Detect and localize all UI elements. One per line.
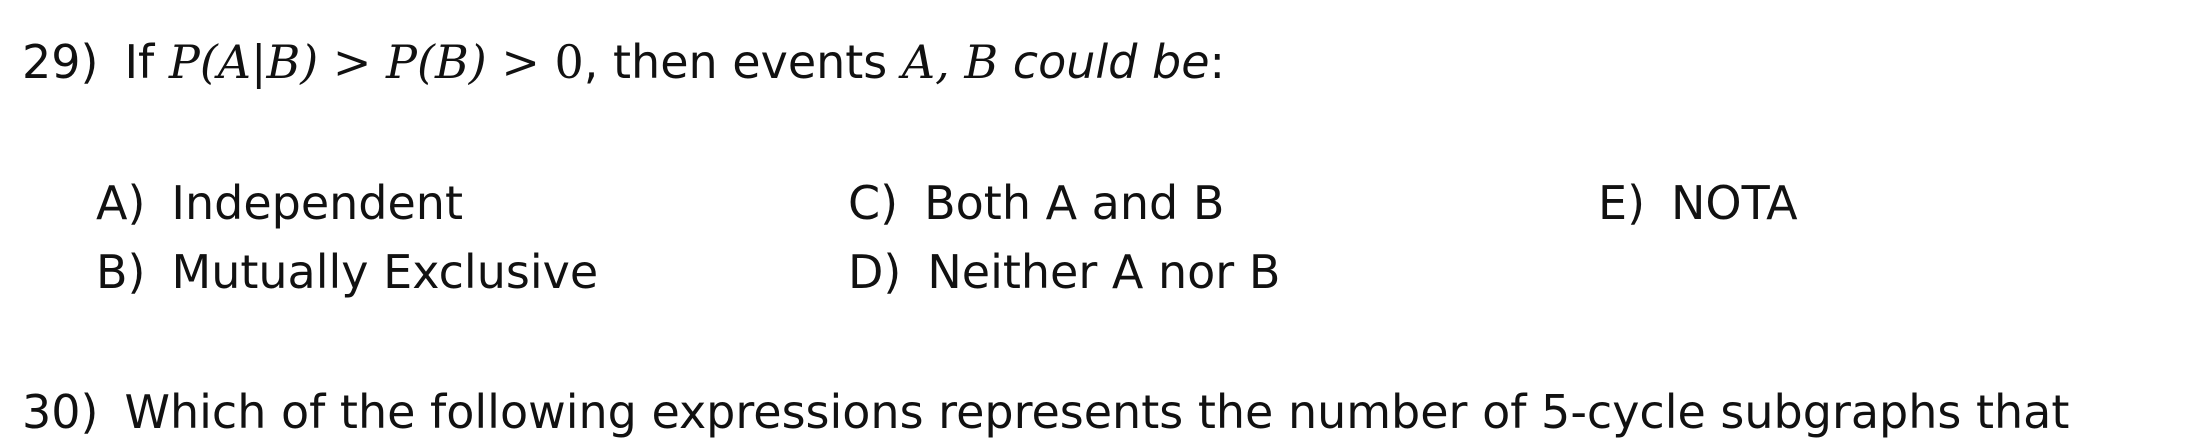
question-30-stem xyxy=(22,384,2069,440)
choice-text: Mutually Exclusive xyxy=(171,245,599,299)
choice-letter: E) xyxy=(1598,176,1646,230)
events-expression: A, B xyxy=(901,35,999,89)
answer-choice-d[interactable] xyxy=(848,244,1280,300)
question-emphasis-text: could be xyxy=(998,35,1210,89)
answer-choice-b[interactable] xyxy=(96,244,598,300)
answer-choice-c[interactable] xyxy=(848,175,1224,231)
choice-letter: A) xyxy=(96,176,146,230)
question-number: 30) xyxy=(22,385,99,439)
question-29-stem xyxy=(22,34,1225,90)
choice-text: Neither A nor B xyxy=(927,245,1281,299)
choice-text: Both A and B xyxy=(924,176,1225,230)
question-number: 29) xyxy=(22,35,99,89)
choice-text: Independent xyxy=(171,176,463,230)
choice-letter: C) xyxy=(848,176,899,230)
answer-choice-e[interactable] xyxy=(1598,175,1798,231)
choice-text: NOTA xyxy=(1671,176,1798,230)
question-text: Which of the following expressions represents the number of 5-cycle subgraphs that xyxy=(124,385,2070,439)
choice-letter: B) xyxy=(96,245,146,299)
answer-choice-a[interactable] xyxy=(96,175,463,231)
choice-letter: D) xyxy=(848,245,902,299)
question-lead-text: If xyxy=(124,35,155,89)
question-mid-text: , then events xyxy=(583,35,902,89)
conditional-probability-expression: P(A|B) > P(B) > 0 xyxy=(168,35,584,89)
question-tail: : xyxy=(1209,35,1225,89)
